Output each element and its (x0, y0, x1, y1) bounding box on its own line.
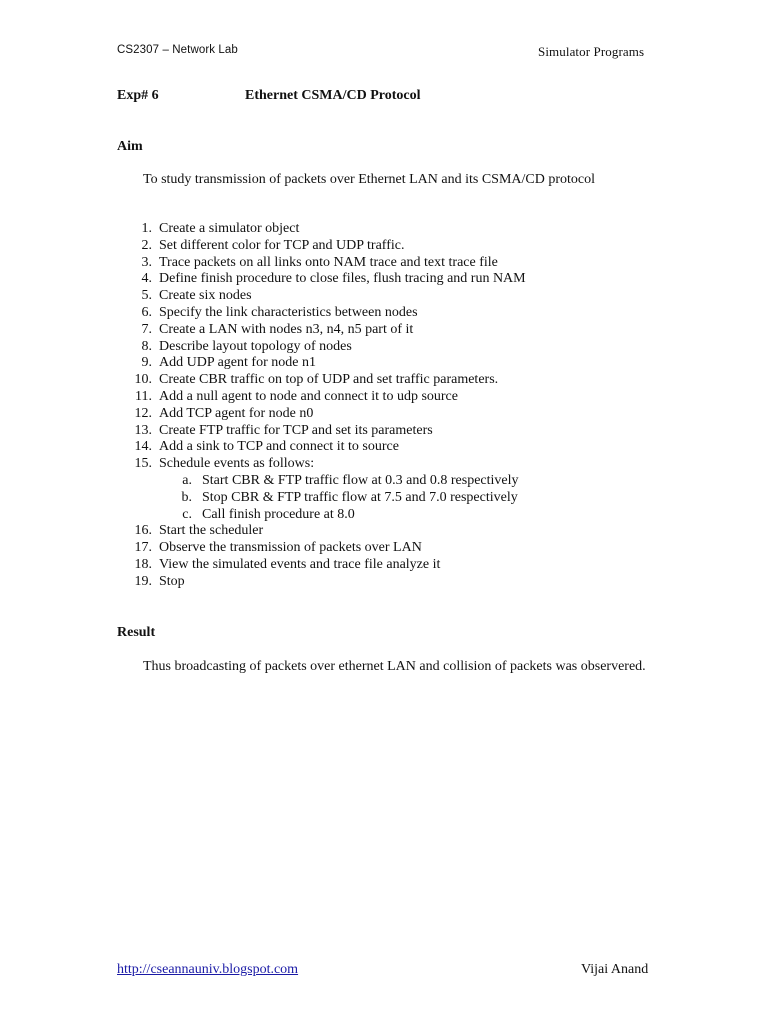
step-text: Stop (159, 573, 185, 589)
step-number: 5. (141, 288, 152, 304)
step-text: Add TCP agent for node n0 (159, 405, 314, 421)
step-text: Schedule events as follows: (159, 456, 315, 472)
step-number: 11. (135, 388, 152, 404)
experiment-number: Exp# 6 (117, 88, 159, 103)
step-text: Create a simulator object (159, 221, 300, 236)
header-course: CS2307 – Network Lab (117, 44, 238, 56)
step-number: 18. (134, 556, 152, 572)
step-number: 2. (141, 237, 152, 253)
step-number: 1. (141, 221, 152, 236)
step-text: Create CBR traffic on top of UDP and set traffic parameters. (159, 372, 499, 388)
step-text: Create FTP traffic for TCP and set its parameters (159, 422, 433, 438)
substep-letter: c. (182, 506, 192, 522)
step-number: 13. (134, 422, 152, 438)
step-number: 17. (134, 540, 152, 556)
step-number: 10. (134, 372, 152, 388)
step-number: 8. (141, 338, 152, 354)
step-text: Start the scheduler (159, 523, 264, 539)
step-text: Create a LAN with nodes n3, n4, n5 part of it (159, 321, 414, 337)
header-section: Simulator Programs (538, 44, 645, 59)
step-text: View the simulated events and trace file analyze it (159, 556, 441, 572)
step-text: Create six nodes (159, 288, 252, 304)
step-number: 3. (141, 254, 152, 270)
aim-text: To study transmission of packets over Ethernet LAN and its CSMA/CD protocol (143, 172, 596, 187)
step-number: 6. (141, 304, 152, 320)
step-number: 14. (134, 439, 152, 455)
step-number: 7. (141, 321, 152, 337)
substep-text: Stop CBR & FTP traffic flow at 7.5 and 7.0 respectively (202, 489, 518, 505)
footer-link[interactable]: http://cseannauniv.blogspot.com (117, 962, 299, 977)
substep-letter: b. (181, 489, 192, 505)
step-number: 19. (134, 573, 152, 589)
experiment-title: Ethernet CSMA/CD Protocol (245, 88, 421, 103)
substep-text: Start CBR & FTP traffic flow at 0.3 and 0.8 respectively (202, 472, 519, 488)
step-text: Describe layout topology of nodes (159, 338, 352, 354)
step-text: Set different color for TCP and UDP traffic. (159, 237, 405, 253)
step-number: 15. (134, 456, 152, 472)
result-text: Thus broadcasting of packets over ethernet LAN and collision of packets was observered. (143, 659, 646, 674)
step-text: Add a sink to TCP and connect it to source (159, 439, 399, 455)
step-number: 9. (141, 355, 152, 371)
step-number: 16. (134, 523, 152, 539)
step-number: 4. (141, 271, 152, 287)
step-text: Observe the transmission of packets over LAN (159, 540, 422, 556)
step-text: Specify the link characteristics between nodes (159, 304, 418, 320)
step-number: 12. (134, 405, 152, 421)
substep-text: Call finish procedure at 8.0 (202, 506, 355, 522)
step-text: Add a null agent to node and connect it to udp source (159, 388, 458, 404)
footer-author: Vijai Anand (581, 962, 649, 977)
step-text: Add UDP agent for node n1 (159, 355, 316, 371)
substep-letter: a. (182, 472, 192, 488)
aim-heading: Aim (117, 139, 143, 154)
result-heading: Result (117, 625, 156, 640)
step-text: Define finish procedure to close files, flush tracing and run NAM (159, 271, 526, 287)
step-text: Trace packets on all links onto NAM trace and text trace file (159, 254, 498, 270)
